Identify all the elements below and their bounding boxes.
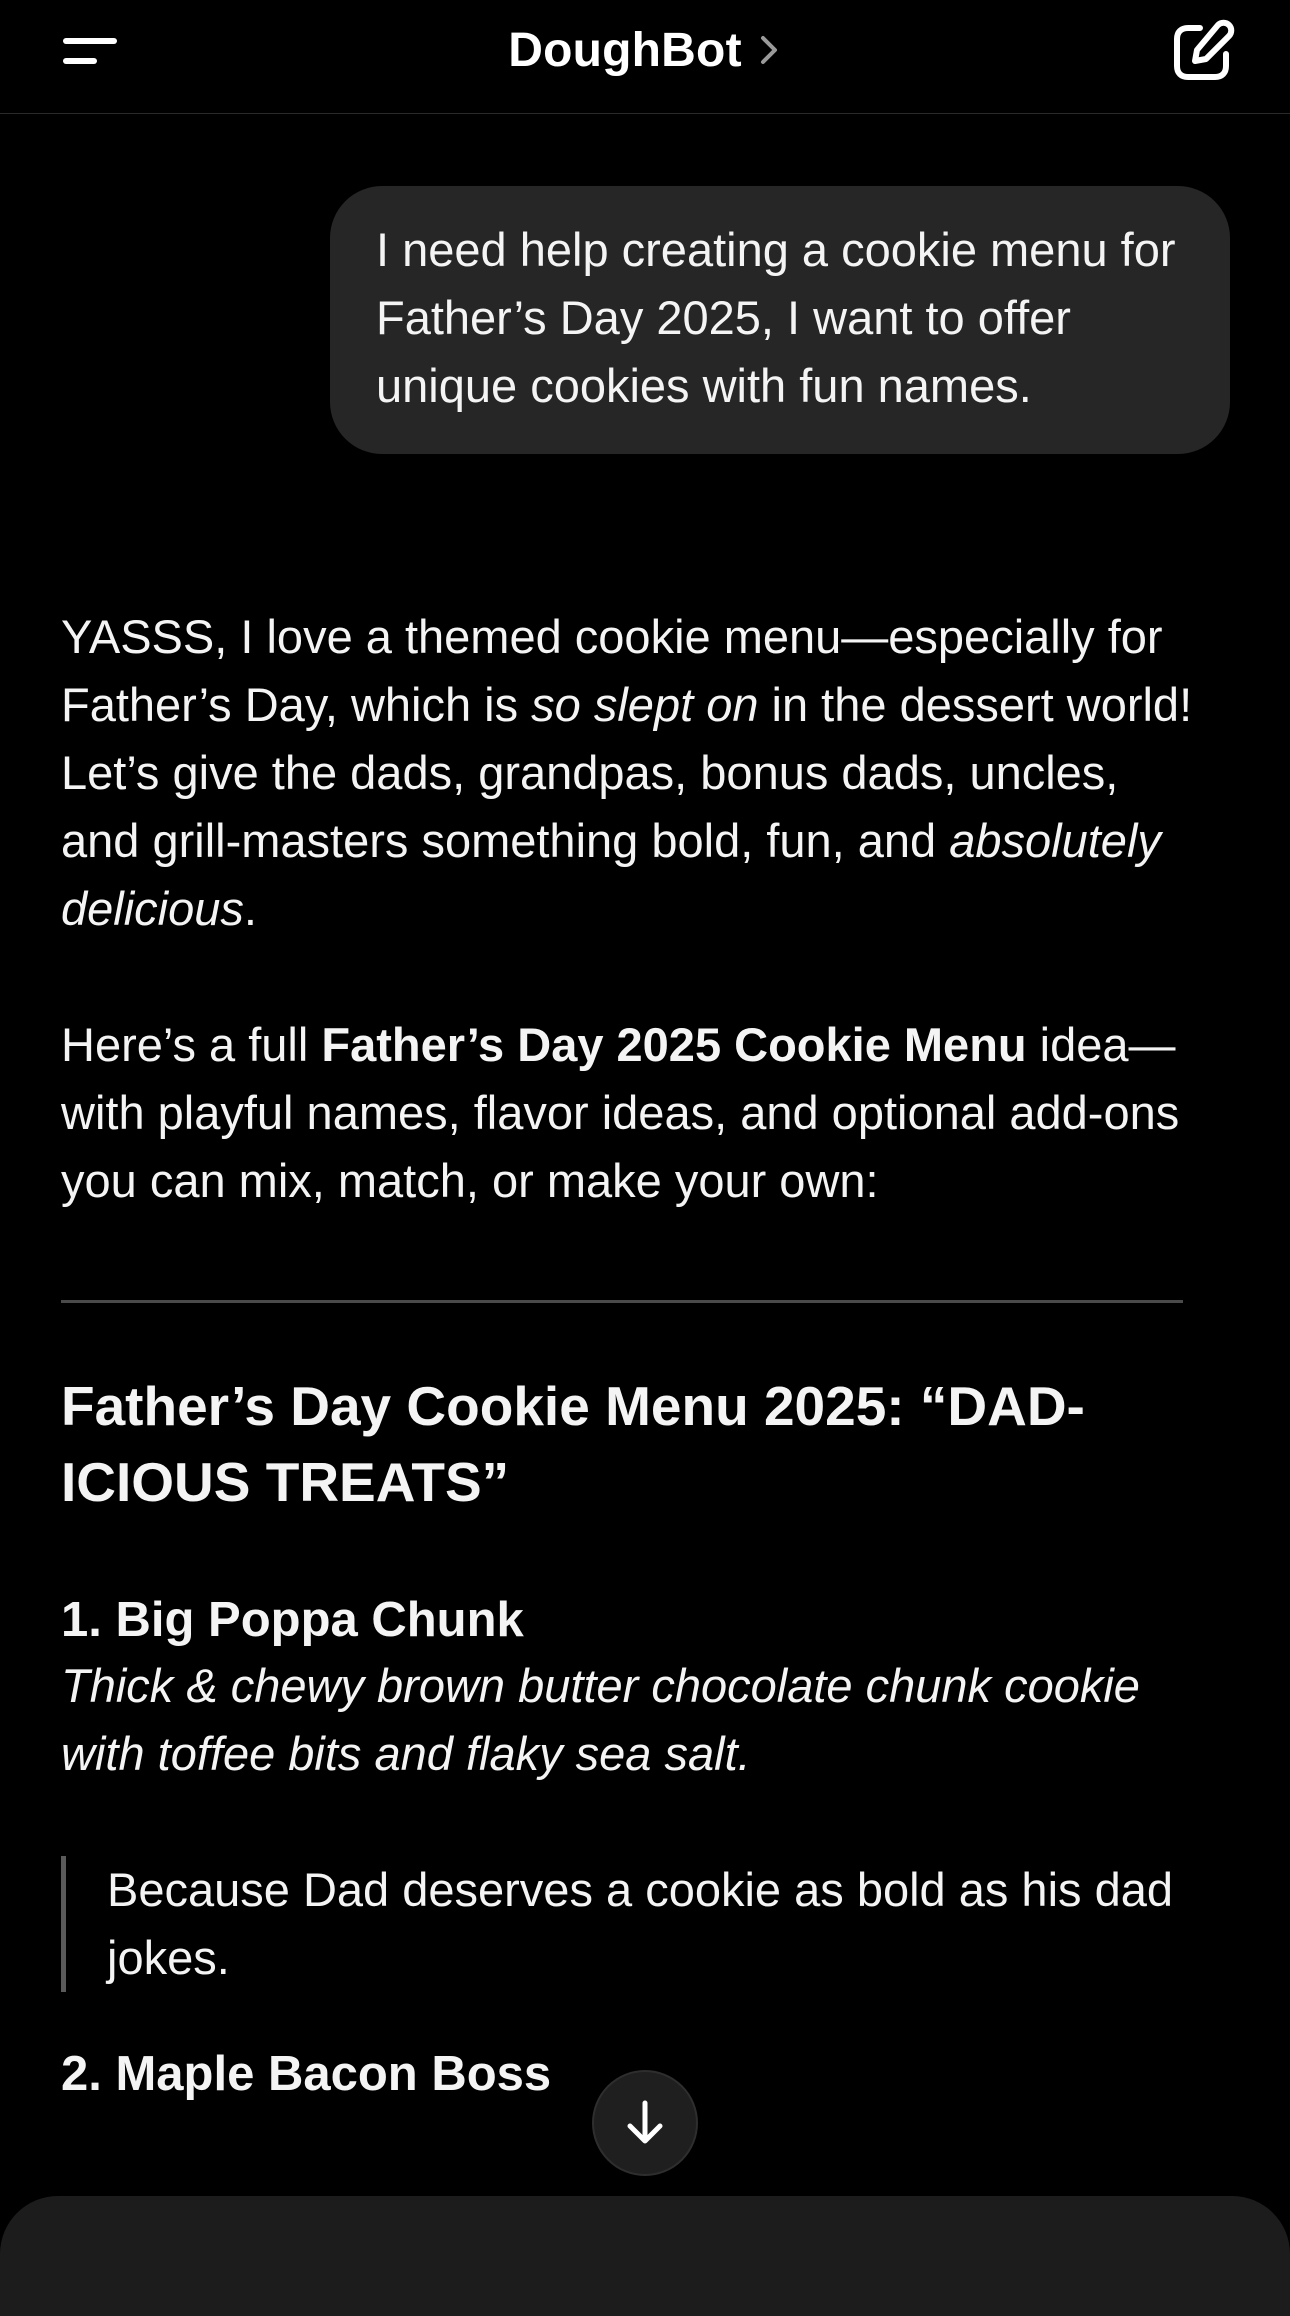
menu-item-title: 1. Big Poppa Chunk: [61, 1593, 524, 1647]
intro-paragraph: [61, 603, 1201, 943]
menu-intro-bold: Father’s Day 2025 Cookie Menu: [321, 1018, 1027, 1071]
chat-thread[interactable]: [0, 113, 1290, 2242]
menu-intro-text-2: idea—with playful names, flavor ideas, and optional add-ons you can mix, match, or make your own:: [61, 1018, 1180, 1207]
menu-item-quote: Because Dad deserves a cookie as bold as his dad jokes.: [61, 1856, 1201, 1992]
menu-item-description: Thick & chewy brown butter chocolate chunk cookie with toffee bits and flaky sea salt.: [61, 1659, 1140, 1780]
menu-intro-text-1: Here’s a full: [61, 1018, 322, 1071]
intro-text-2: in the dessert world! Let’s give the dads, grandpas, bonus dads, uncles, and grill-masters something bold, fun, and: [61, 678, 1193, 867]
composer-sheet[interactable]: [0, 2196, 1290, 2316]
app-title: DoughBot: [508, 23, 742, 77]
new-chat-icon[interactable]: [1166, 16, 1238, 88]
arrow-down-icon: [622, 2098, 668, 2148]
intro-text-3: .: [243, 882, 257, 935]
user-message-bubble: I need help creating a cookie menu for Father’s Day 2025, I want to offer unique cookies with fun names.: [330, 186, 1230, 454]
intro-emphasis-1: so slept on: [531, 678, 759, 731]
intro-text-1: YASSS, I love a themed cookie menu—especially for Father’s Day, which is: [61, 610, 1163, 731]
model-selector[interactable]: [0, 18, 1290, 82]
scroll-down-button[interactable]: [592, 2070, 698, 2176]
chevron-right-icon: [756, 33, 782, 67]
intro-emphasis-2: absolutely delicious: [61, 814, 1161, 935]
menu-intro-paragraph: [61, 1011, 1201, 1215]
horizontal-divider: [61, 1300, 1183, 1303]
top-bar: [0, 0, 1290, 114]
menu-heading: Father’s Day Cookie Menu 2025: “DAD-ICIOUS TREATS”: [61, 1375, 1085, 1513]
menu-item-title: 2. Maple Bacon Boss: [61, 2047, 552, 2101]
assistant-response: [61, 603, 1201, 2106]
